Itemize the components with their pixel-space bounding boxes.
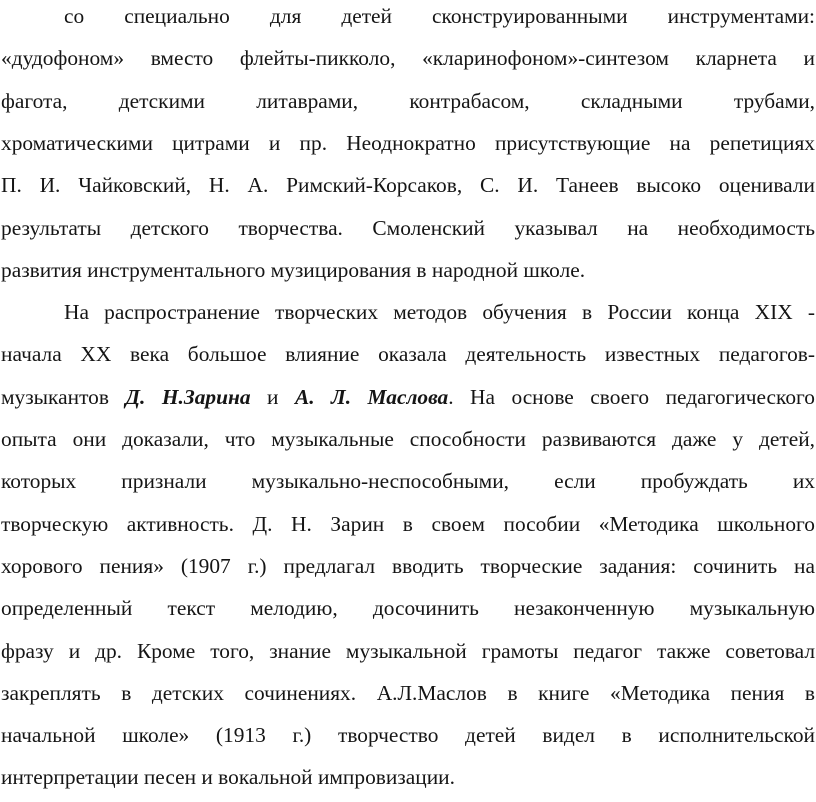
text-fragment: музыкантов — [1, 385, 126, 409]
text-line: определенный текст мелодию, досочинить незаконченную музыкальную — [1, 596, 815, 620]
text-line: закреплять в детских сочинениях. А.Л.Маслов в книге «Методика пения в — [1, 681, 815, 705]
text-line-with-names — [1, 384, 815, 410]
text-line: результаты детского творчества. Смоленский указывал на необходимость — [1, 216, 815, 240]
text-fragment: и — [250, 385, 295, 409]
text-line: интерпретации песен и вокальной импровизации. — [1, 765, 455, 789]
text-line: опыта они доказали, что музыкальные способности развиваются даже у детей, — [1, 427, 815, 451]
text-line: начальной школе» (1913 г.) творчество детей видел в исполнительской — [1, 723, 815, 747]
text-line: со специально для детей сконструированными инструментами: — [64, 4, 815, 28]
text-line: П. И. Чайковский, Н. А. Римский-Корсаков, С. И. Танеев высоко оценивали — [1, 173, 815, 197]
person-name-maslov: А. Л. Маслова — [294, 385, 449, 409]
text-line: хроматическими цитрами и пр. Неоднократно присутствующие на репетициях — [1, 131, 815, 155]
text-line: хорового пения» (1907 г.) предлагал вводить творческие задания: сочинить на — [1, 554, 815, 578]
text-line: фразу и др. Кроме того, знание музыкальной грамоты педагог также советовал — [1, 639, 815, 663]
text-line: начала XX века большое влияние оказала деятельность известных педагогов- — [1, 342, 815, 366]
text-line: развития инструментального музицирования в народной школе. — [1, 258, 586, 282]
text-fragment: . На основе своего педагогического — [448, 385, 815, 409]
text-line: фагота, детскими литаврами, контрабасом, складными трубами, — [1, 89, 815, 113]
person-name-zarin: Д. Н.Зарина — [125, 385, 251, 409]
text-line: На распространение творческих методов обучения в России конца XIX - — [64, 300, 815, 324]
text-line: «дудофоном» вместо флейты-пикколо, «кларинофоном»-синтезом кларнета и — [1, 46, 815, 70]
text-line: которых признали музыкально-неспособными, если пробуждать их — [1, 469, 815, 493]
text-line: творческую активность. Д. Н. Зарин в своем пособии «Методика школьного — [1, 512, 815, 536]
